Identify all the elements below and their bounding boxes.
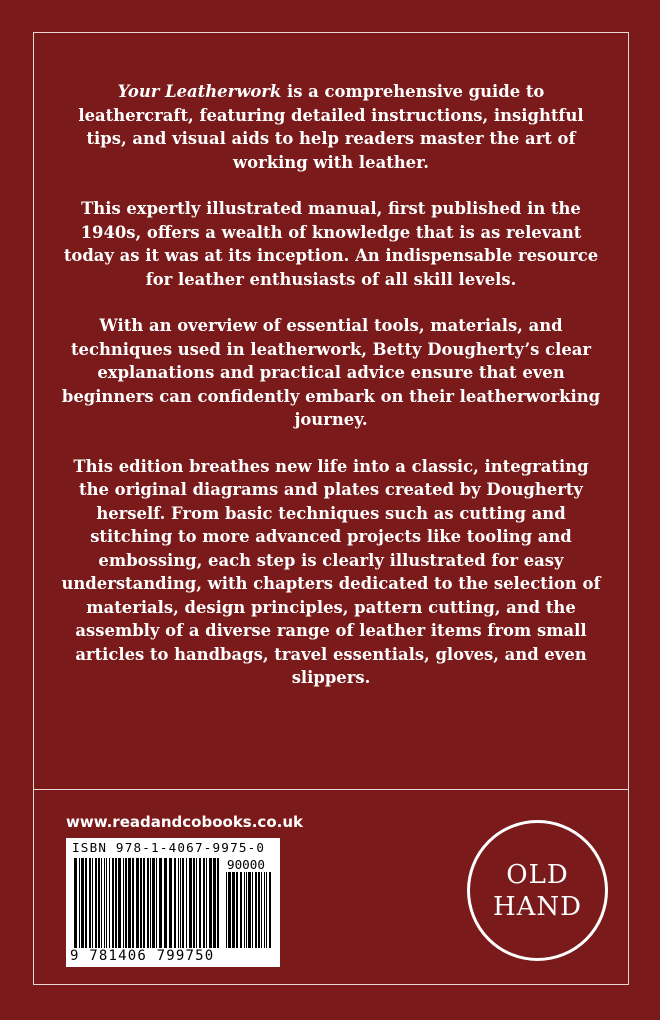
- footer-divider: [33, 789, 629, 790]
- price-code: 90000: [227, 857, 265, 872]
- blurb-paragraph-1-text: is a comprehensive guide to leathercraft, featuring detailed instructions, insightful tips, and visual aids to help readers master the art of working with leather.: [78, 82, 584, 172]
- blurb-paragraph-3: With an overview of essential tools, materials, and techniques used in leatherwork, Betty Dougherty’s clear explanations and practical advice ensure that even beginners can confidently embark on their leatherworking journey.: [61, 316, 601, 429]
- blurb-paragraph-4: This edition breathes new life into a classic, integrating the original diagrams and plates created by Dougherty herself. From basic techniques such as cutting and stitching to more advanced projects like tooling and embossing, each step is clearly illustrated for easy understanding, with chapters dedicated to the selection of materials, design principles, pattern cutting, and the assembly of a diverse range of leather items from small articles to handbags, travel essentials, gloves, and even slippers.: [61, 456, 601, 687]
- barcode-addon-icon: [226, 872, 274, 948]
- isbn-label: ISBN 978-1-4067-9975-0: [72, 840, 266, 855]
- book-title: Your Leatherwork: [117, 82, 282, 101]
- blurb-text: [58, 80, 604, 713]
- barcode-main-icon: [74, 858, 224, 948]
- barcode-digits: 9 781406 799750: [70, 948, 215, 964]
- publisher-website: www.readandcobooks.co.uk: [66, 813, 303, 831]
- blurb-paragraph-1: [58, 80, 604, 174]
- logo-line-2: HAND: [492, 891, 583, 922]
- barcode-panel: [66, 838, 280, 967]
- blurb-paragraph-2: This expertly illustrated manual, first published in the 1940s, offers a wealth of knowledge that is as relevant today as it was at its inception. An indispensable resource for leather enthusiasts of all skill levels.: [63, 199, 599, 289]
- old-hand-logo: [467, 820, 608, 961]
- logo-line-1: OLD: [506, 859, 569, 890]
